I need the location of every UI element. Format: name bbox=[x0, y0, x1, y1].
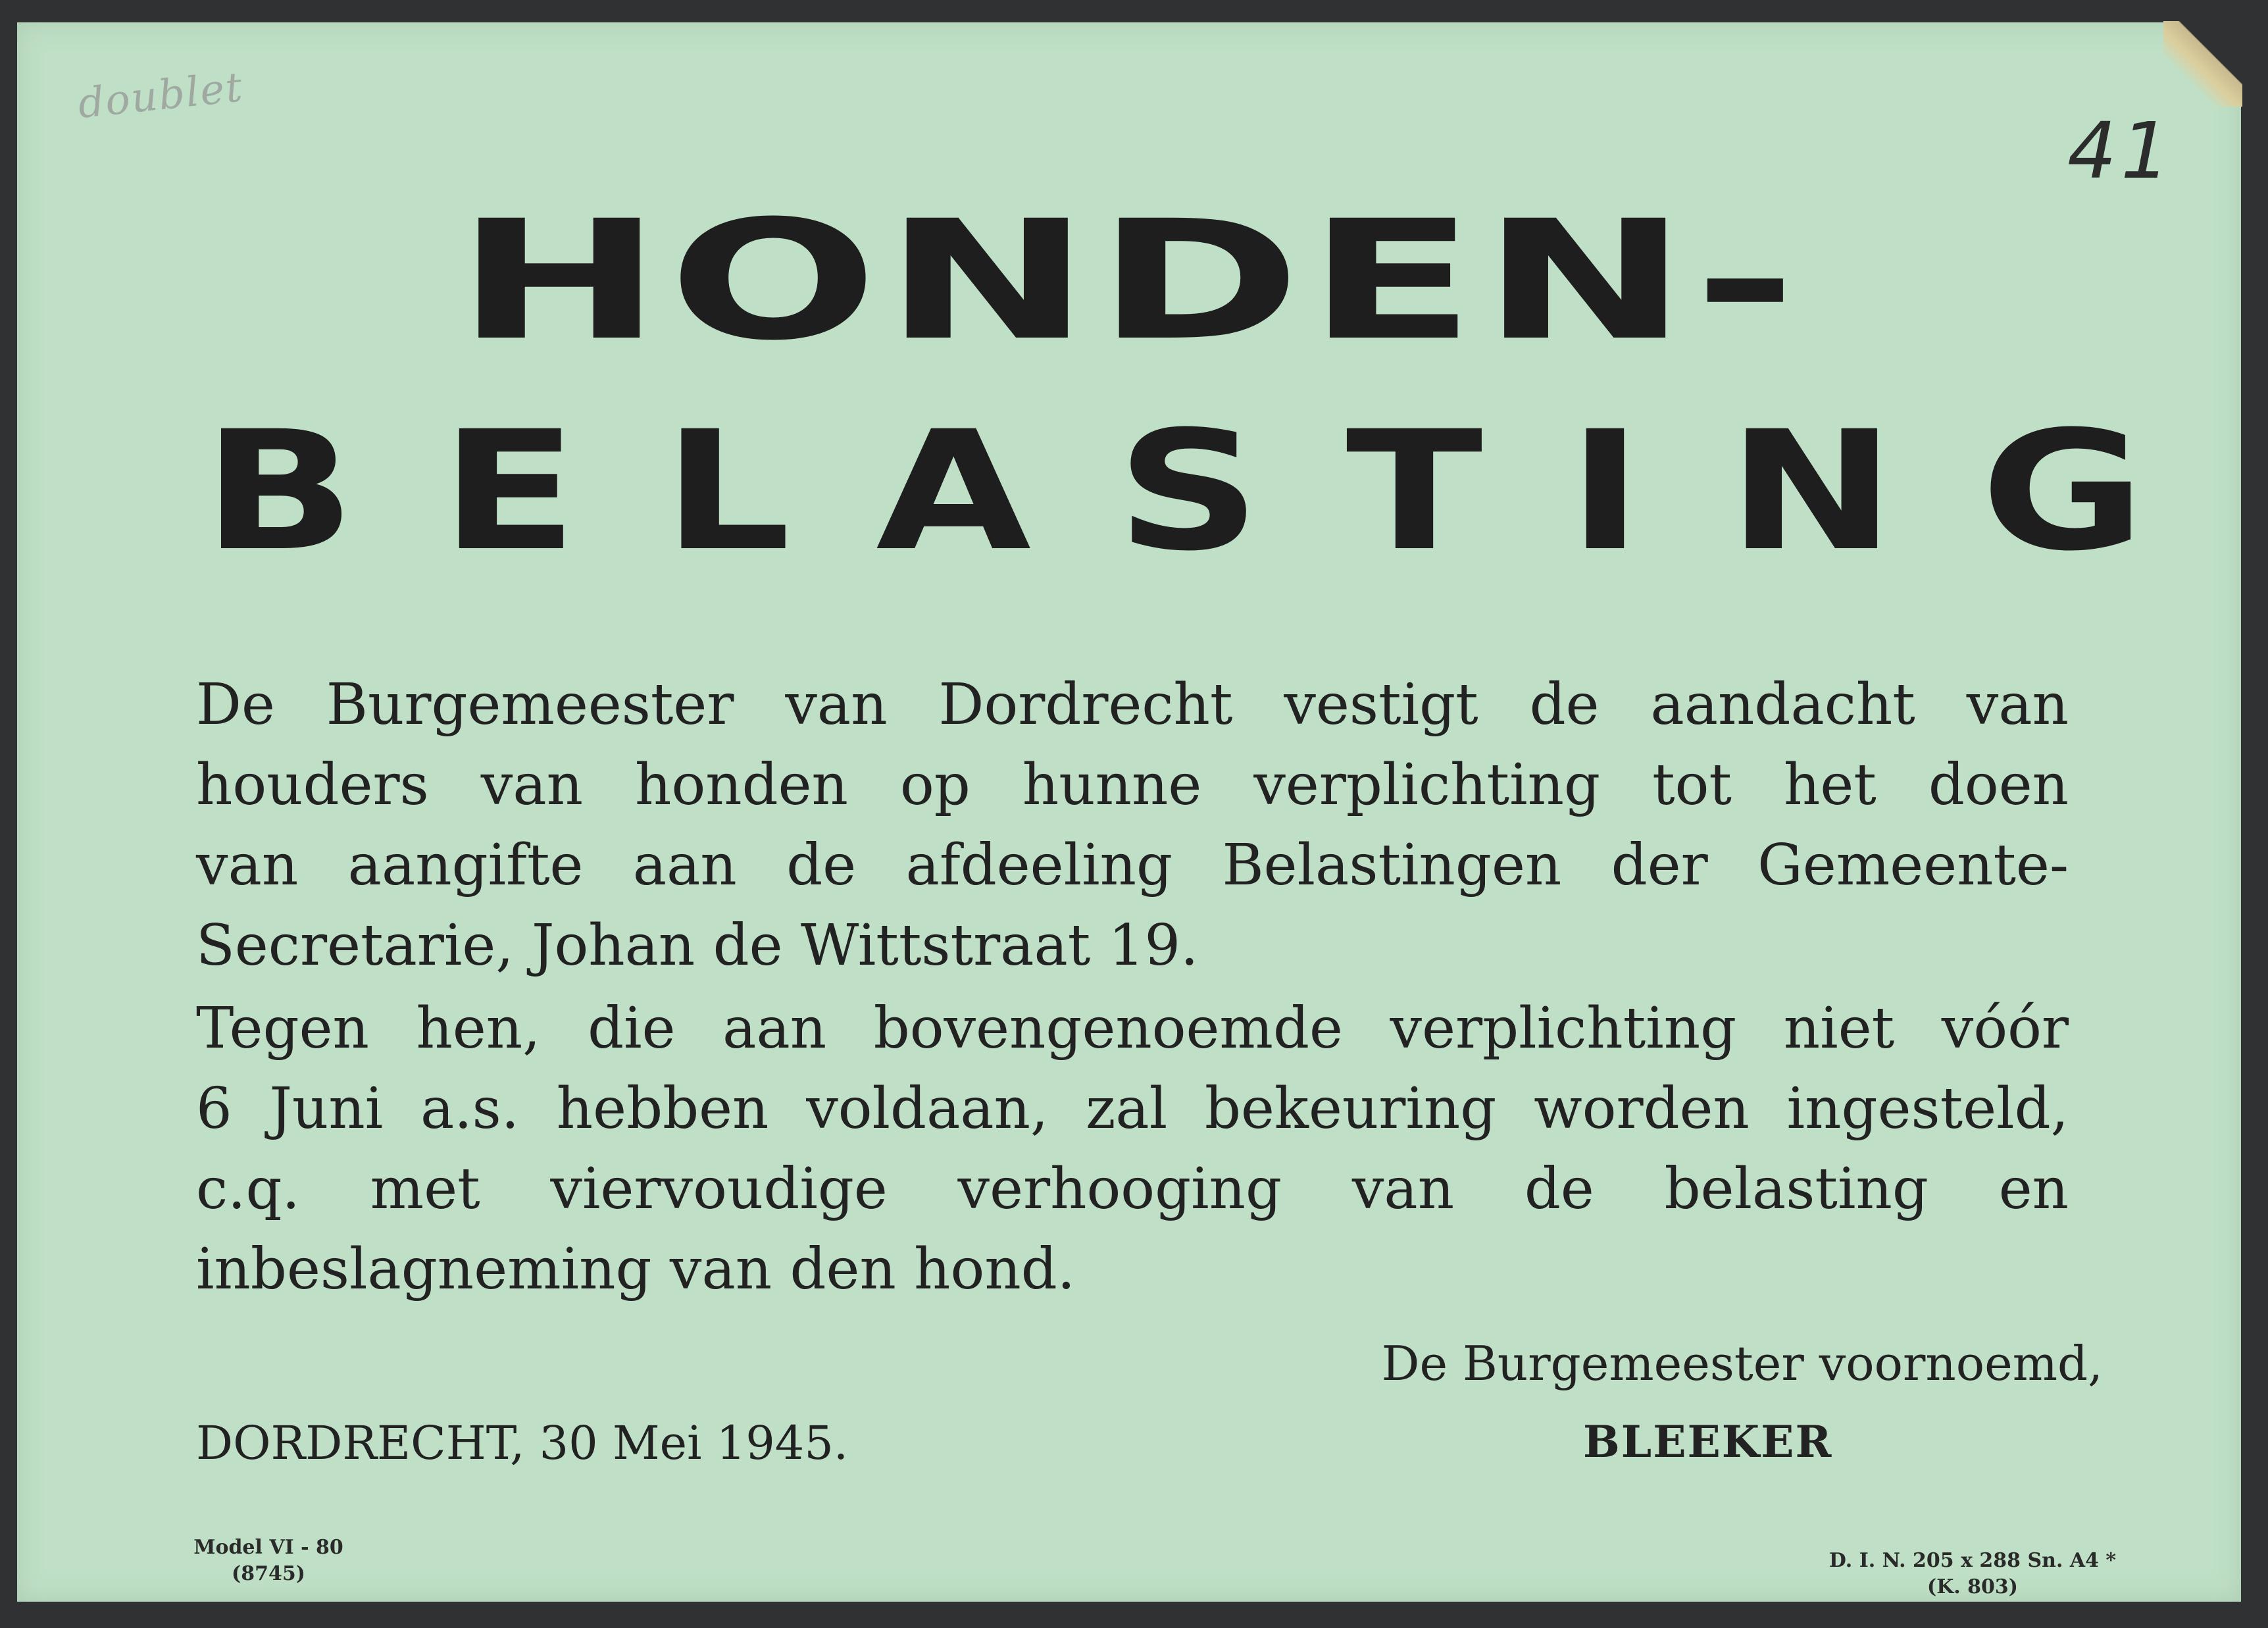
handwritten-sheet-number: 41 bbox=[2067, 105, 2175, 196]
paragraph-notice bbox=[196, 665, 2069, 986]
din-line-2: (K. 803) bbox=[1927, 1575, 2018, 1598]
paper-format-note bbox=[1802, 1548, 2144, 1600]
signer-title: De Burgemeester voornoemd, bbox=[1381, 1336, 2103, 1391]
headline-line-1: HONDEN- bbox=[455, 185, 1803, 376]
model-line-1: Model VI - 80 bbox=[193, 1536, 343, 1559]
paragraph-line: van aangifte aan de afdeeling Belastingen der Gemeente- bbox=[196, 832, 2069, 898]
paragraph-line: Secretarie, Johan de Wittstraat 19. bbox=[196, 913, 1199, 979]
model-number bbox=[189, 1535, 347, 1587]
paragraph-line: De Burgemeester van Dordrecht vestigt de aandacht van bbox=[196, 672, 2069, 738]
paragraph-line: 6 Juni a.s. hebben voldaan, zal bekeuring worden ingesteld, bbox=[196, 1076, 2069, 1142]
pencil-annotation: doublet bbox=[75, 63, 246, 128]
paragraph-line: c.q. met viervoudige verhooging van de belasting en bbox=[196, 1156, 2069, 1222]
paragraph-penalty bbox=[196, 988, 2069, 1310]
paragraph-line: inbeslagneming van den hond. bbox=[196, 1236, 1076, 1302]
worn-corner bbox=[2163, 21, 2242, 107]
place-and-date: DORDRECHT, 30 Mei 1945. bbox=[196, 1416, 849, 1470]
din-line-1: D. I. N. 205 x 288 Sn. A4 * bbox=[1828, 1549, 2117, 1572]
headline-line-2: BELASTING bbox=[203, 395, 2230, 587]
paragraph-line: Tegen hen, die aan bovengenoemde verplichting niet vóór bbox=[196, 996, 2069, 1061]
model-line-2: (8745) bbox=[232, 1562, 305, 1585]
poster-sheet bbox=[17, 22, 2241, 1602]
paragraph-line: houders van honden op hunne verplichting tot het doen bbox=[196, 752, 2069, 818]
signer-name: BLEEKER bbox=[1583, 1416, 1833, 1467]
